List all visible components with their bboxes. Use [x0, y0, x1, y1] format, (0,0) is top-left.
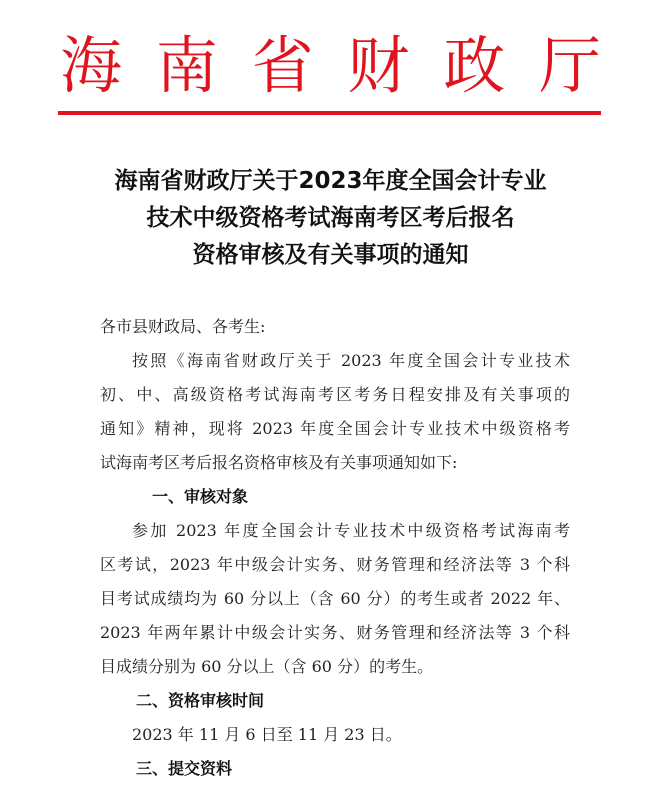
salutation: 各市县财政局、各考生: [100, 317, 266, 336]
masthead-char: 海 [60, 29, 123, 102]
notice-body [100, 310, 570, 786]
section-1-line-4: 2023 年两年累计中级会计实务、财务管理和经济法等 3 个科 [100, 623, 570, 642]
masthead-char: 政 [443, 29, 506, 102]
section-1-line-1: 参加 2023 年度全国会计专业技术中级资格考试海南考 [132, 521, 570, 540]
intro-line-4: 试海南考区考后报名资格审核及有关事项通知如下: [100, 453, 458, 472]
masthead-char: 厅 [538, 29, 601, 102]
section-3-heading: 三、提交资料 [136, 759, 233, 778]
title-line-2: 技术中级资格考试海南考区考后报名 [146, 205, 515, 231]
section-2-line-1: 2023 年 11 月 6 日至 11 月 23 日。 [132, 725, 402, 744]
title-line-1: 海南省财政厅关于2023年度全国会计专业 [114, 168, 547, 194]
masthead-title [60, 26, 601, 106]
section-1-line-2: 区考试，2023 年中级会计实务、财务管理和经济法等 3 个科 [100, 555, 570, 574]
masthead-char: 南 [155, 29, 218, 102]
title-line-3: 资格审核及有关事项的通知 [192, 242, 469, 268]
intro-line-3: 通知》精神，现将 2023 年度全国会计专业技术中级资格考 [100, 419, 570, 438]
intro-line-2: 初、中、高级资格考试海南考区考务日程安排及有关事项的 [100, 385, 570, 404]
intro-line-1: 按照《海南省财政厅关于 2023 年度全国会计专业技术 [132, 351, 570, 370]
notice-title [60, 163, 601, 274]
masthead-divider [58, 111, 601, 115]
masthead-char: 省 [251, 29, 314, 102]
section-1-line-3: 目考试成绩均为 60 分以上（含 60 分）的考生或者 2022 年、 [100, 589, 570, 608]
section-2-heading: 二、资格审核时间 [136, 691, 265, 710]
masthead-char: 财 [347, 29, 410, 102]
section-1-line-5: 目成绩分别为 60 分以上（含 60 分）的考生。 [100, 657, 434, 676]
section-1-heading: 一、审核对象 [152, 487, 249, 506]
